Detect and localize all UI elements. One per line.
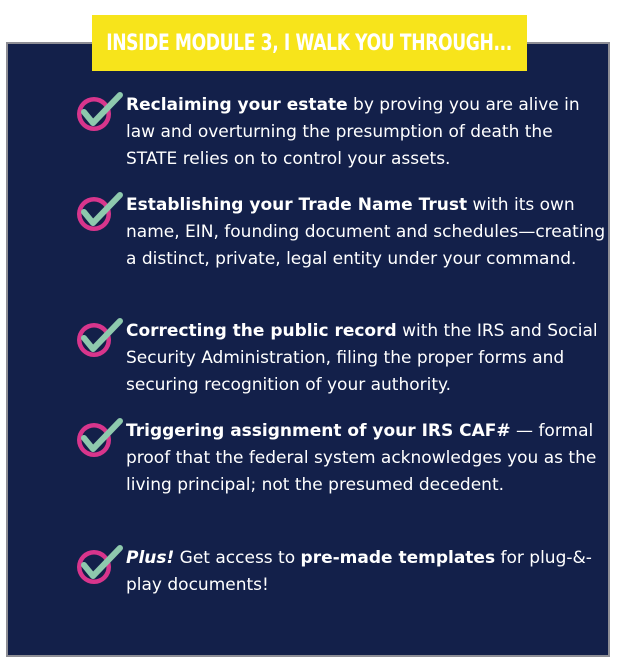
banner-title: INSIDE MODULE 3, I WALK YOU THROUGH... [106, 30, 513, 56]
checkmark-icon [72, 316, 126, 360]
list-item-text [126, 545, 606, 599]
list-item-text [126, 192, 606, 273]
item-rest: with the IRS and Social Security Administration, filing the proper forms and securing recognition of your authority. [126, 321, 598, 395]
item-bold: Establishing your Trade Name Trust [126, 195, 468, 215]
item-bold: Reclaiming your estate [126, 95, 348, 115]
checkmark-icon [72, 90, 126, 134]
item-rest: by proving you are alive in law and overturning the presumption of death the STATE relies on to control your assets. [126, 95, 580, 169]
list-item-text [126, 418, 606, 499]
list-item-text [126, 92, 606, 173]
item-rest: — formal proof that the federal system acknowledges you as the living principal; not the presumed decedent. [126, 421, 597, 495]
item-bold: pre-made templates [300, 548, 496, 568]
item-rest: with its own name, EIN, founding document and schedules—creating a distinct, private, legal entity under your command. [126, 195, 606, 269]
item-plus: Plus! [126, 548, 175, 568]
list-item-text [126, 318, 606, 399]
item-rest: for plug-&-play documents! [126, 548, 592, 595]
checkmark-icon [72, 190, 126, 234]
checkmark-icon [72, 543, 126, 587]
item-pre: Get access to [174, 548, 301, 568]
checkmark-icon [72, 416, 126, 460]
item-bold: Correcting the public record [126, 321, 397, 341]
item-bold: Triggering assignment of your IRS CAF# [126, 421, 511, 441]
header-banner [92, 15, 527, 71]
